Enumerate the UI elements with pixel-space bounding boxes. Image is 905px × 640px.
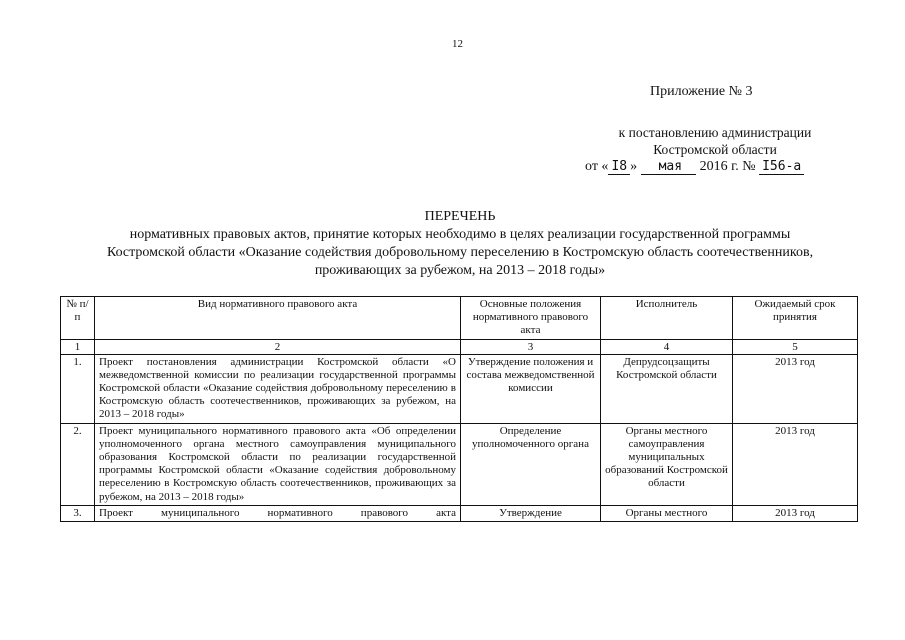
- decree-reference: [560, 124, 870, 158]
- header-executor: Исполнитель: [601, 297, 733, 340]
- header-provisions: Основные положения нормативного правового акта: [461, 297, 601, 340]
- date-close: »: [630, 159, 638, 174]
- column-number-row: [61, 339, 858, 354]
- title-heading: ПЕРЕЧЕНЬ: [424, 209, 496, 224]
- column-number: 1: [61, 339, 95, 354]
- row-term: 2013 год: [733, 423, 858, 505]
- page-number: 12: [452, 38, 463, 50]
- decree-day: I8: [608, 159, 630, 175]
- row-executor: Депрудсоцзащиты Костромской области: [601, 354, 733, 423]
- table-header-row: [61, 297, 858, 340]
- row-act: Проект муниципального нормативного правового акта «Об определении уполномоченного органа местного самоуправления муниципального образования Костромской области по реализации государственной программы Костромской области «Оказание содействия добровольному переселению в Костромскую область соотечественников, проживающих за рубежом, на 2013 – 2018 годы»: [95, 423, 461, 505]
- row-provisions: Утверждение положения и состава межведомственной комиссии: [461, 354, 601, 423]
- header-num: № п/п: [61, 297, 95, 340]
- header-term: Ожидаемый срок принятия: [733, 297, 858, 340]
- table-row: [61, 423, 858, 505]
- row-num: 3.: [61, 505, 95, 521]
- row-term: 2013 год: [733, 354, 858, 423]
- appendix-label: Приложение № 3: [650, 84, 753, 99]
- column-number: 4: [601, 339, 733, 354]
- document-title: [60, 208, 860, 280]
- table-row: [61, 505, 858, 521]
- row-num: 2.: [61, 423, 95, 505]
- column-number: 5: [733, 339, 858, 354]
- row-act: Проект муниципального нормативного правового акта: [95, 505, 461, 521]
- column-number: 3: [461, 339, 601, 354]
- decree-year: 2016 г. №: [699, 159, 756, 174]
- decree-date-line: [585, 159, 804, 175]
- column-number: 2: [95, 339, 461, 354]
- row-num: 1.: [61, 354, 95, 423]
- row-provisions: Определение уполномоченного органа: [461, 423, 601, 505]
- decree-number: I56-а: [759, 159, 804, 175]
- decree-line-2: Костромской области: [653, 142, 777, 157]
- row-term: 2013 год: [733, 505, 858, 521]
- header-act: Вид нормативного правового акта: [95, 297, 461, 340]
- title-line-1: нормативных правовых актов, принятие которых необходимо в целях реализации государственной программы: [129, 227, 791, 242]
- row-act: Проект постановления администрации Костромской области «О межведомственной комиссии по реализации государственной программы Костромской области «Оказание содействия добровольному переселению в Костромскую область соотечественников, проживающих за рубежом, на 2013 – 2018 годы»: [95, 354, 461, 423]
- decree-month: мая: [641, 159, 696, 175]
- row-executor: Органы местного самоуправления муниципальных образований Костромской области: [601, 423, 733, 505]
- title-line-2: Костромской области «Оказание содействия добровольному переселению в Костромскую область соотечественников,: [106, 245, 814, 260]
- row-provisions: Утверждение: [461, 505, 601, 521]
- date-prefix: от «: [585, 159, 609, 174]
- acts-table: [60, 296, 858, 522]
- row-executor: Органы местного: [601, 505, 733, 521]
- title-line-3: проживающих за рубежом, на 2013 – 2018 годы»: [314, 263, 606, 278]
- table-row: [61, 354, 858, 423]
- decree-line-1: к постановлению администрации: [618, 125, 812, 140]
